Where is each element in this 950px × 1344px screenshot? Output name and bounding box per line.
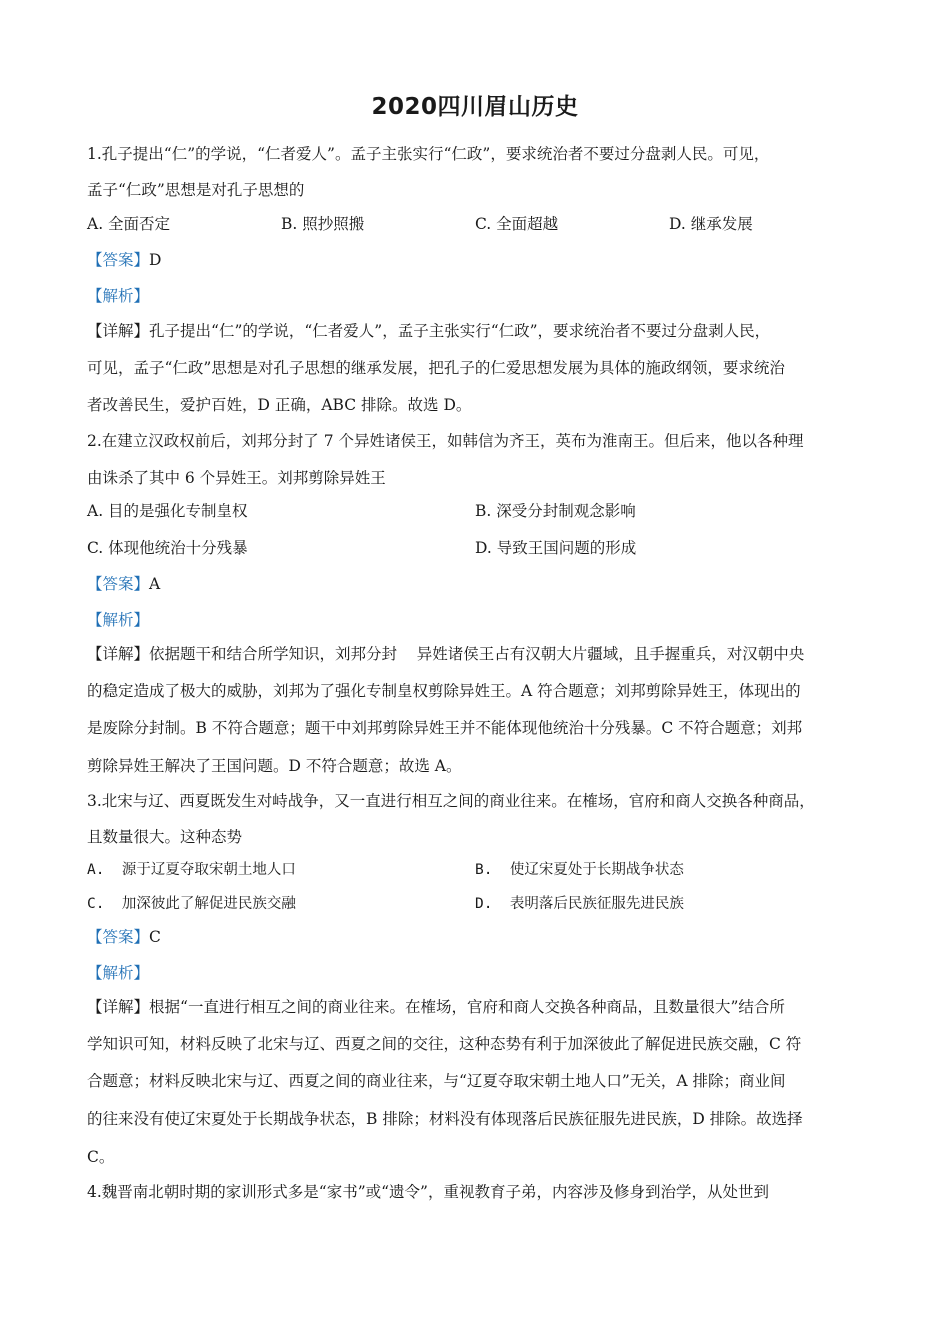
detail-text: 依据题干和结合所学知识，刘邦分封 异姓诸侯王占有汉朝大片疆域，且手握重兵，对汉朝中央 [149,645,805,663]
q2-option-d: D. 导致王国问题的形成 [475,539,637,557]
q3-detail-line3: 合题意；材料反映北宋与辽、西夏之间的商业往来，与“辽夏夺取宋朝土地人口”无关，A 排除；商业间 [87,1072,786,1090]
q4-stem-line1: 4.魏晋南北朝时期的家训形式多是“家书”或“遗令”，重视教育子弟，内容涉及修身到治学，从处世到 [87,1183,769,1201]
q3-option-c: C. 加深彼此了解促进民族交融 [87,896,296,912]
q3-answer [87,926,867,948]
q1-answer [87,249,867,271]
answer-value: A [149,575,161,593]
detail-text: 孔子提出“仁”的学说，“仁者爱人”，孟子主张实行“仁政”，要求统治者不要过分盘剥人民， [149,322,771,340]
q3-detail-line2: 学知识可知，材料反映了北宋与辽、西夏之间的交往，这种态势有利于加深彼此了解促进民族交融，C 符 [87,1035,802,1053]
detail-text: 根据“一直进行相互之间的商业往来。在榷场，官府和商人交换各种商品，且数量很大”结合所 [149,998,785,1016]
detail-tag: 【详解】 [87,645,150,663]
q2-analysis-tag: 【解析】 [87,611,150,629]
q1-stem-line1: 1.孔子提出“仁”的学说，“仁者爱人”。孟子主张实行“仁政”，要求统治者不要过分盘剥人民。可见， [87,145,770,163]
q3-option-d: D. 表明落后民族征服先进民族 [475,896,684,912]
q3-detail-line1 [87,996,867,1018]
answer-value: C [149,928,161,946]
q3-option-a: A. 源于辽夏夺取宋朝土地人口 [87,862,296,878]
q1-option-d: D. 继承发展 [669,215,753,233]
q2-detail-line4: 剪除异姓王解决了王国问题。D 不符合题意；故选 A。 [87,757,462,775]
q3-stem-line2: 且数量很大。这种态势 [87,828,243,846]
q2-stem-line2: 由诛杀了其中 6 个异姓王。刘邦剪除异姓王 [87,469,386,487]
q2-option-a: A. 目的是强化专制皇权 [87,502,248,520]
q2-option-b: B. 深受分封制观念影响 [475,502,636,520]
q2-option-c: C. 体现他统治十分残暴 [87,539,248,557]
q1-analysis-tag: 【解析】 [87,287,150,305]
detail-tag: 【详解】 [87,998,150,1016]
answer-tag: 【答案】 [87,928,150,946]
q1-option-c: C. 全面超越 [475,215,559,233]
q2-detail-line3: 是废除分封制。B 不符合题意；题干中刘邦剪除异姓王并不能体现他统治十分残暴。C 不符合题意；刘邦 [87,719,803,737]
q3-option-b: B. 使辽宋夏处于长期战争状态 [475,862,684,878]
q3-detail-line5: C。 [87,1148,115,1166]
answer-tag: 【答案】 [87,251,150,269]
detail-tag: 【详解】 [87,322,150,340]
q1-detail-line2: 可见，孟子“仁政”思想是对孔子思想的继承发展，把孔子的仁爱思想发展为具体的施政纲领，要求统治 [87,359,785,377]
page-title: 2020四川眉山历史 [371,94,579,120]
q3-detail-line4: 的往来没有使辽宋夏处于长期战争状态，B 排除；材料没有体现落后民族征服先进民族，D 排除。故选择 [87,1110,803,1128]
q1-stem-line2: 孟子“仁政”思想是对孔子思想的 [87,181,305,199]
q2-detail-line2: 的稳定造成了极大的威胁，刘邦为了强化专制皇权剪除异姓王。A 符合题意；刘邦剪除异姓王，体现出的 [87,682,801,700]
q3-stem-line1: 3.北宋与辽、西夏既发生对峙战争，又一直进行相互之间的商业往来。在榷场，官府和商人交换各种商品， [87,792,815,810]
q3-analysis-tag: 【解析】 [87,964,150,982]
q1-option-b: B. 照抄照搬 [281,215,365,233]
q2-detail-line1 [87,643,867,665]
answer-tag: 【答案】 [87,575,150,593]
answer-value: D [149,251,162,269]
q2-answer [87,573,867,595]
q1-detail-line3: 者改善民生，爱护百姓，D 正确，ABC 排除。故选 D。 [87,396,472,414]
q1-option-a: A. 全面否定 [87,215,171,233]
q2-stem-line1: 2.在建立汉政权前后，刘邦分封了 7 个异姓诸侯王，如韩信为齐王，英布为淮南王。但后来，他以各种理 [87,432,804,450]
q1-detail-line1 [87,320,867,342]
